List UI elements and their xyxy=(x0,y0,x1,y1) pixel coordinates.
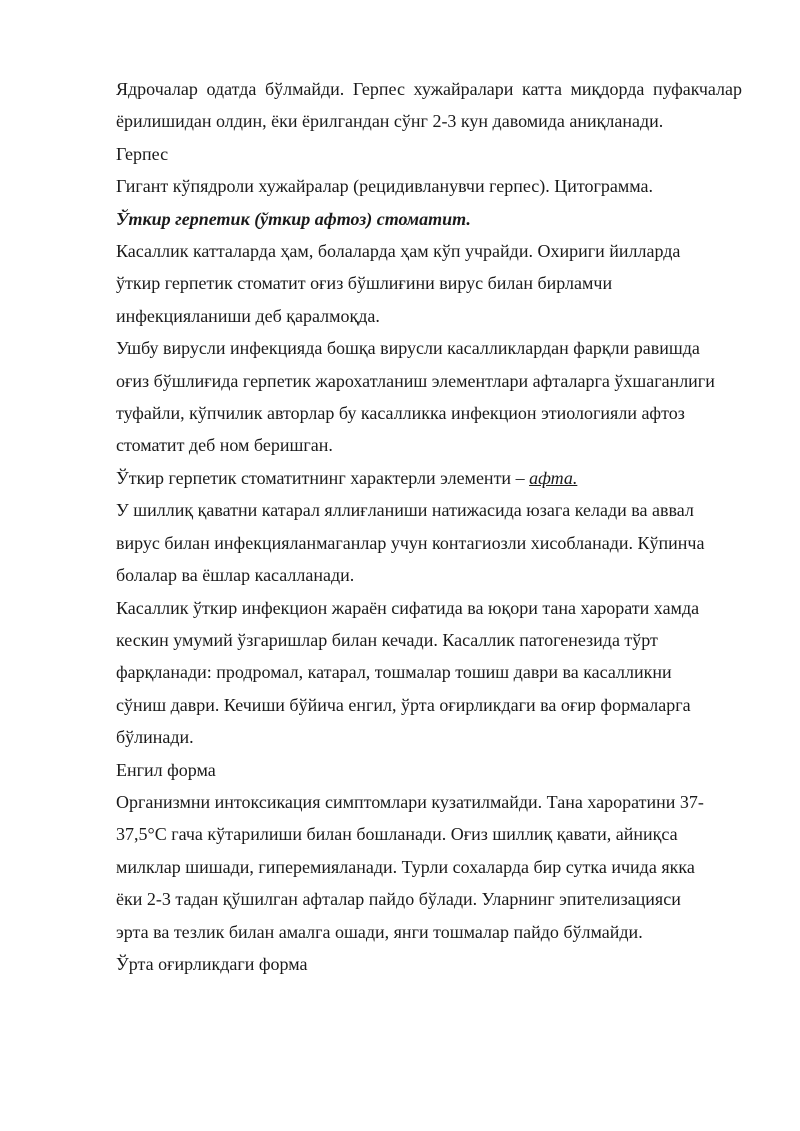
caption-herpes: Герпес xyxy=(116,143,169,164)
subheading-moderate-form: Ўрта оғирликдаги форма xyxy=(116,953,308,974)
paragraph-viral-infection xyxy=(116,332,742,462)
text-line: стоматит деб ном беришган. xyxy=(116,435,333,456)
text-line: бўлинади. xyxy=(116,727,194,748)
text-line: вирус билан инфекцияланмаганлар учун контагиозли хисобланади. Кўпинча xyxy=(116,532,705,553)
text-line: Касаллик катталарда ҳам, болаларда ҳам кўп учрайди. Охириги йилларда xyxy=(116,241,681,262)
paragraph-nuclei: Ядрочалар одатда бўлмайди. Герпес хужайралари катта миқдорда пуфакчалар ёрилишидан олдин, ёки ёрилгандан сўнг 2-3 кун давомида аниқланади. xyxy=(116,79,742,132)
text-line: оғиз бўшлиғида герпетик жарохатланиш элементлари афталарга ўхшаганлиги xyxy=(116,370,715,391)
paragraph-catarrhal xyxy=(116,494,742,591)
paragraph-course xyxy=(116,592,742,754)
text-line: болалар ва ёшлар касалланади. xyxy=(116,565,355,586)
term-afta: афта. xyxy=(529,467,578,488)
paragraph-occurrence xyxy=(116,235,742,332)
section-heading: Ўткир герпетик (ўткир афтоз) стоматит. xyxy=(116,208,471,229)
element-text: Ўткир герпетик стоматитнинг характерли элементи – xyxy=(116,467,530,488)
text-line: милклар шишади, гиперемияланади. Турли сохаларда бир сутка ичида якка xyxy=(116,856,695,877)
text-line: туфайли, кўпчилик авторлар бу касалликка инфекцион этиологияли афтоз xyxy=(116,403,685,424)
text-line: ёки 2-3 тадан қўшилган афталар пайдо бўлади. Уларнинг эпителизацияси xyxy=(116,889,681,910)
caption-giant-cells: Гигант кўпядроли хужайралар (рецидивланувчи герпес). Цитограмма. xyxy=(116,176,654,197)
text-line: инфекцияланиши деб қаралмоқда. xyxy=(116,305,380,326)
text-line: Ушбу вирусли инфекцияда бошқа вирусли касалликлардан фарқли равишда xyxy=(116,338,700,359)
paragraph-characteristic-element xyxy=(116,462,742,494)
text-line: ўткир герпетик стоматит оғиз бўшлиғини вирус билан бирламчи xyxy=(116,273,613,294)
text-line: Организмни интоксикация симптомлари кузатилмайди. Тана хароратини 37- xyxy=(116,791,704,812)
text-line: кескин умумий ўзгаришлар билан кечади. Касаллик патогенезида тўрт xyxy=(116,629,658,650)
text-line: эрта ва тезлик билан амалга ошади, янги тошмалар пайдо бўлмайди. xyxy=(116,921,643,942)
text-line: сўниш даври. Кечиши бўйича енгил, ўрта оғирликдаги ва оғир формаларга xyxy=(116,694,691,715)
paragraph-mild-form xyxy=(116,786,742,948)
subheading-mild-form: Енгил форма xyxy=(116,759,216,780)
text-line: У шиллиқ қаватни катарал яллиғланиши натижасида юзага келади ва аввал xyxy=(116,500,694,521)
text-line: фарқланади: продромал, катарал, тошмалар тошиш даври ва касалликни xyxy=(116,662,672,683)
text-line: 37,5°С гача кўтарилиши билан бошланади. Оғиз шиллиқ қавати, айниқса xyxy=(116,824,678,845)
text-line: Касаллик ўткир инфекцион жараён сифатида ва юқори тана харорати хамда xyxy=(116,597,700,618)
